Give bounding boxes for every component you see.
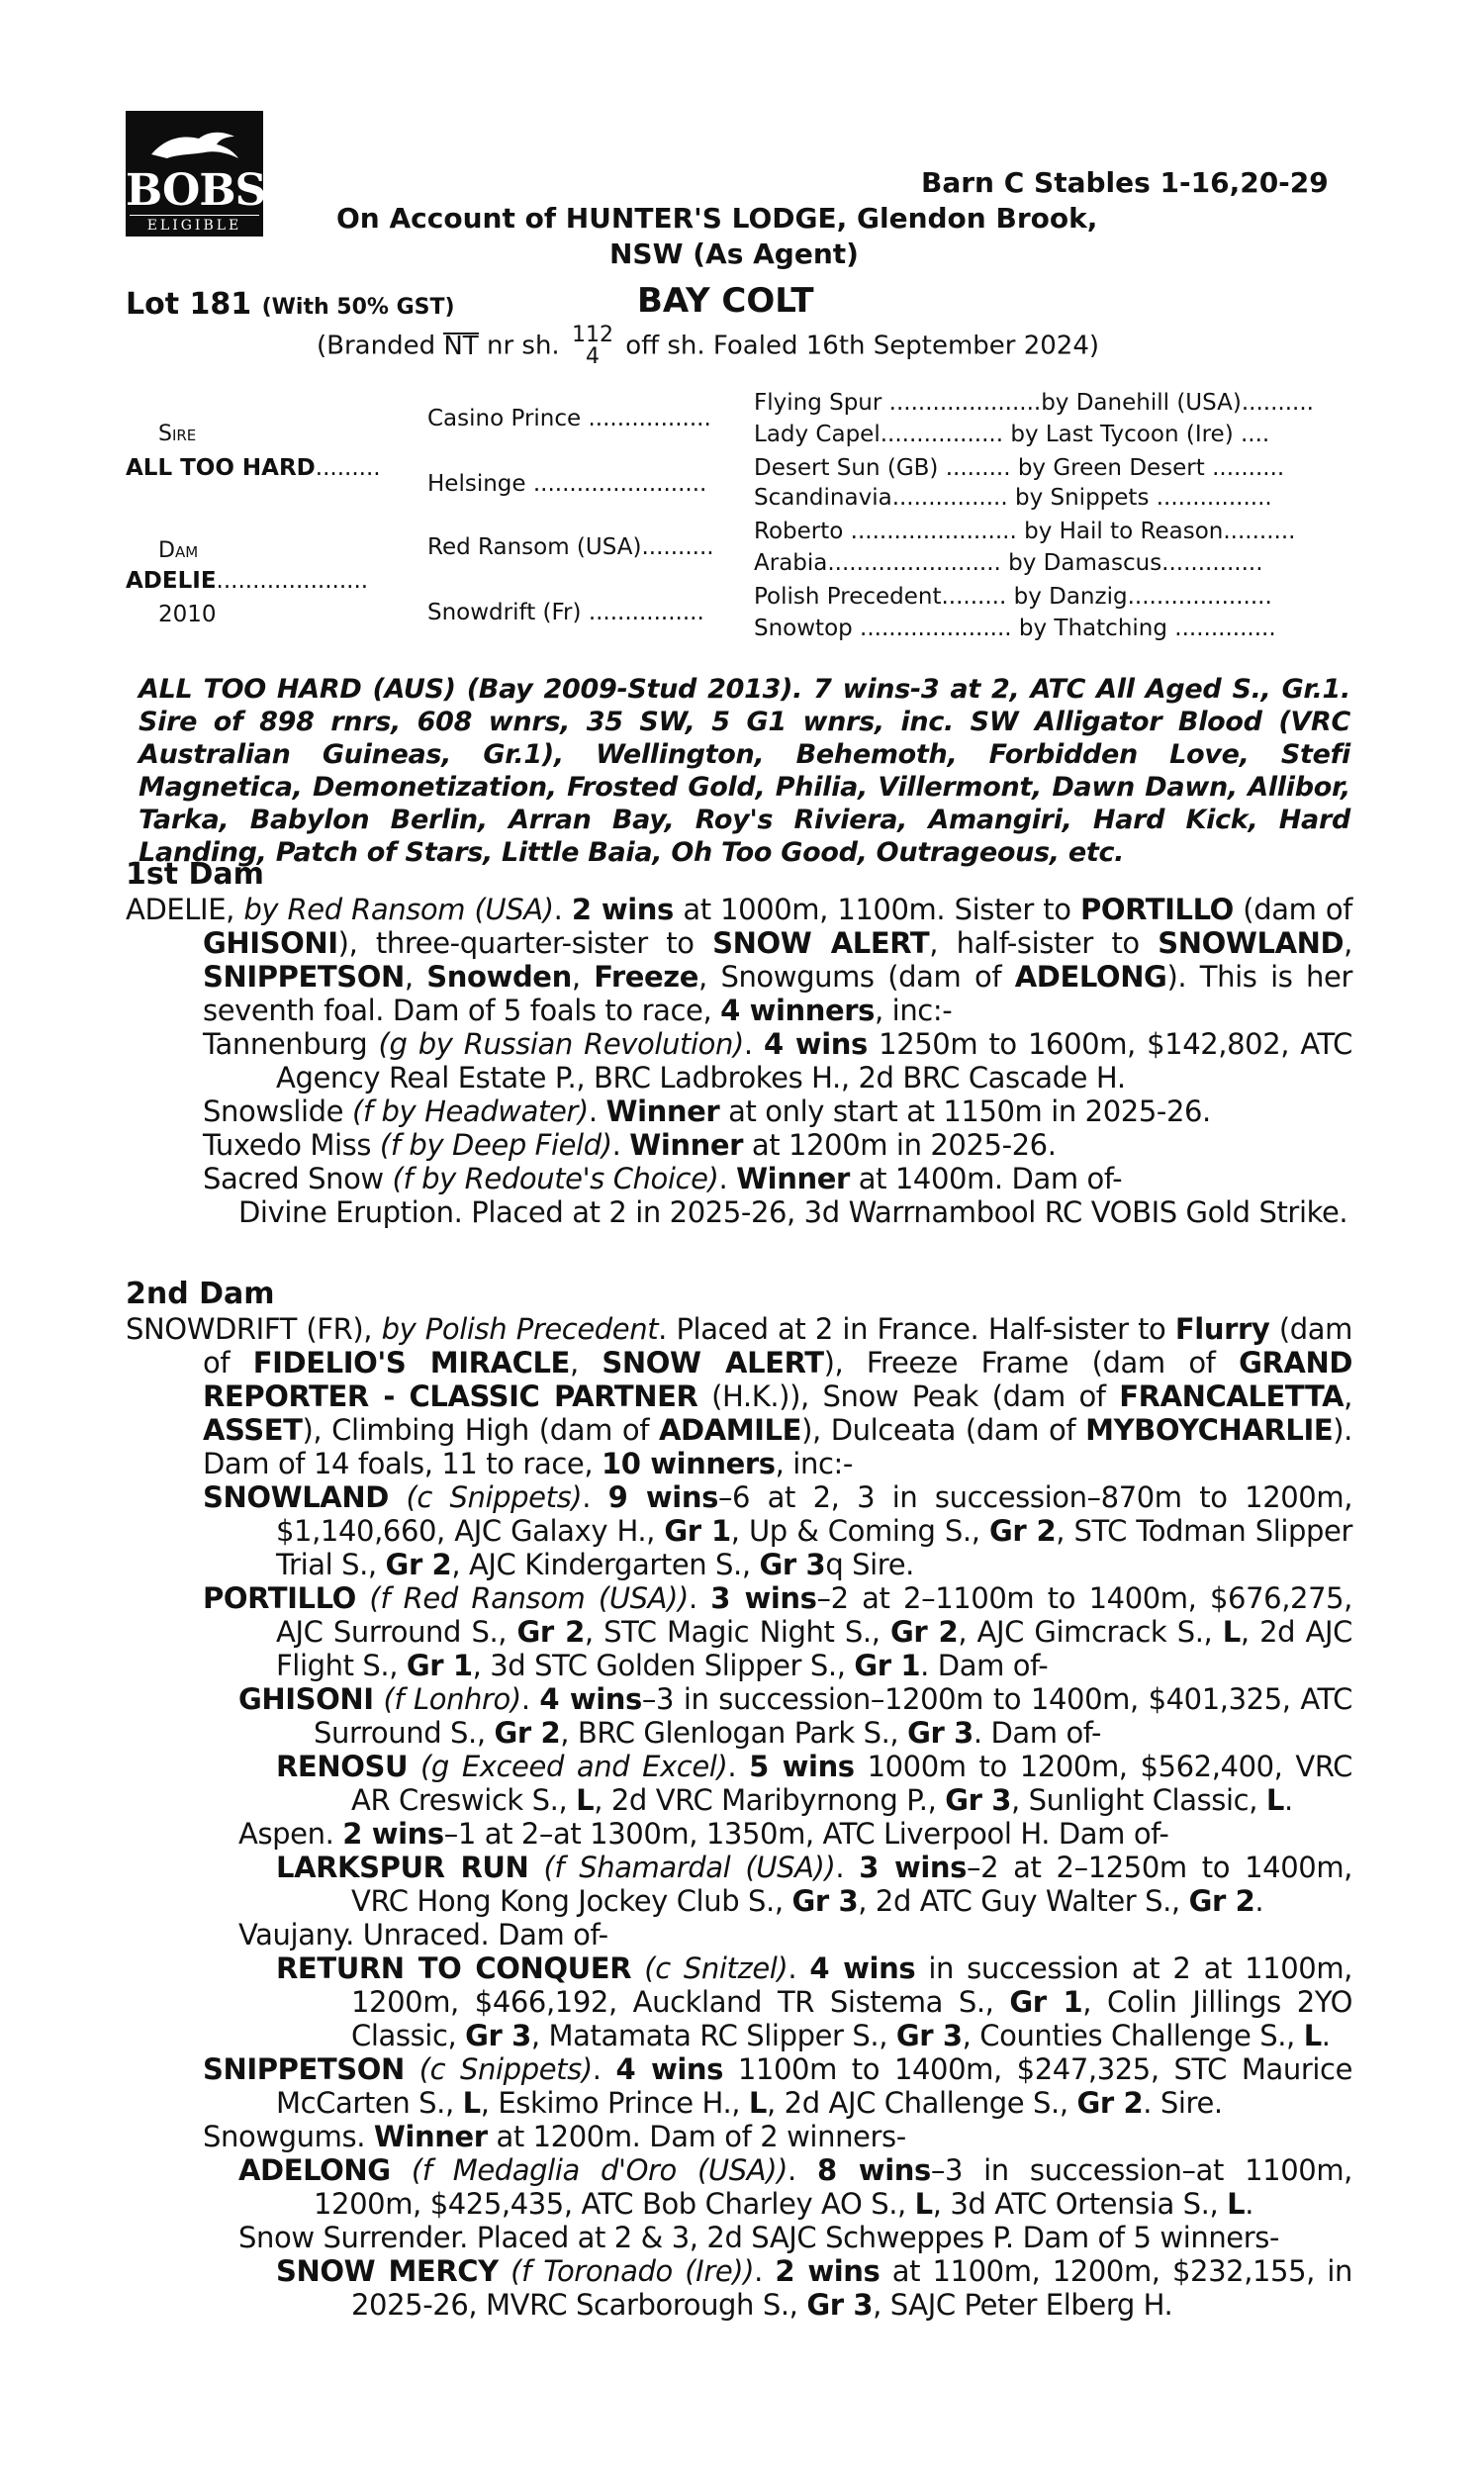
text-run: .	[727, 1750, 750, 1783]
brand-fraction	[572, 325, 613, 368]
dot-leader: ..........	[1241, 390, 1314, 416]
text-run: .	[611, 1128, 630, 1162]
dot-leader: .........	[938, 455, 1018, 481]
text-run: , 2d AJC Challenge S.,	[767, 2086, 1077, 2120]
ancestor-row	[754, 519, 1295, 544]
brand-prefix: (Branded	[317, 331, 444, 361]
dam-row	[126, 568, 368, 594]
progeny-entry	[126, 1918, 1352, 1951]
text-run: ,	[1344, 926, 1352, 960]
bold-text: RENOSU	[276, 1750, 409, 1783]
bold-text: 4 wins	[539, 1682, 642, 1716]
bold-text: Gr 3	[806, 2288, 874, 2322]
sire-summary: ALL TOO HARD (AUS) (Bay 2009-Stud 2013). 7 wins-3 at 2, ATC All Aged S., Gr.1. Sire of 898 rnrs, 608 wnrs, 35 SW, 5 G1 wnrs, inc. SW Alligator Blood (VRC Australian Guineas, Gr.1), Wellington, Behemoth, Forbidden Love, Stefi Magnetica, Demonetization, Frosted Gold, Philia, Villermont, Dawn Dawn, Allibor, Tarka, Babylon Berlin, Arran Bay, Roy's Riviera, Amangiri, Hard Kick, Hard Landing, Patch of Stars, Little Baia, Oh Too Good, Outrageous, etc.	[139, 674, 1350, 868]
brand-line	[317, 325, 1099, 368]
bold-text: FIDELIO'S MIRACLE	[252, 1346, 570, 1380]
dot-leader: ........................	[827, 550, 1009, 576]
text-run: Tuxedo Miss	[203, 1128, 380, 1162]
progeny-entry	[126, 2254, 1352, 2322]
bold-text: 4 winners	[720, 994, 876, 1027]
italic-text: by Red Ransom (USA)	[243, 893, 554, 926]
italic-text: (f Lonhro)	[373, 1682, 521, 1716]
bold-text: PORTILLO	[1080, 893, 1234, 926]
bold-text: SNOWLAND	[203, 1480, 389, 1514]
text-run: . Dam of-	[920, 1649, 1049, 1682]
logo-text: BOBS	[126, 165, 266, 216]
ancestor-name: Desert Sun (GB)	[754, 455, 939, 481]
brand-numerator: 112	[571, 323, 613, 347]
text-run: Tannenburg	[203, 1027, 379, 1061]
ancestor-row	[754, 616, 1276, 641]
text-run: , Matamata RC Slipper S.,	[530, 2019, 896, 2052]
bold-text: 3 wins	[859, 1851, 967, 1884]
ancestor-sire: by Green Desert	[1017, 455, 1205, 481]
progeny-entry	[126, 1480, 1352, 1581]
text-run: . Sire.	[1143, 2086, 1223, 2120]
text-run: .	[788, 1951, 810, 1985]
dot-leader: ................	[1149, 485, 1272, 511]
text-run: .	[1321, 2019, 1331, 2052]
progeny-entry	[126, 1162, 1352, 1195]
first-dam-body	[126, 893, 1352, 1229]
lot-number-text: Lot 181	[126, 287, 252, 322]
text-run: , inc:-	[875, 994, 953, 1027]
bold-text: ADELONG	[238, 2153, 391, 2187]
bold-text: ADELONG	[1014, 960, 1167, 994]
bold-text: Winner	[373, 2120, 488, 2153]
ancestor-row	[754, 550, 1263, 576]
text-run: . Dam of-	[973, 1716, 1102, 1750]
text-run: at 1000m, 1100m. Sister to	[673, 893, 1081, 926]
italic-text: (f by Headwater)	[351, 1094, 589, 1128]
text-run: , 3d STC Golden Slipper S.,	[472, 1649, 855, 1682]
progeny-entry	[126, 1851, 1352, 1918]
bold-text: Gr 2	[1076, 2086, 1144, 2120]
text-run: at 1400m. Dam of-	[849, 1162, 1123, 1195]
logo-subtext: ELIGIBLE	[130, 215, 259, 234]
text-run: (dam of	[1233, 893, 1352, 926]
bold-text: 4 wins	[763, 1027, 868, 1061]
bold-text: 3 wins	[710, 1581, 817, 1615]
bold-text: SNOW ALERT	[712, 926, 930, 960]
bold-text: Gr 1	[664, 1514, 731, 1548]
text-run: .	[582, 1480, 608, 1514]
grandsire-row	[427, 600, 704, 625]
text-run: –3 in succession–at 1100m, 1200m, $425,435, ATC Bob Charley AO S.,	[314, 2153, 1352, 2221]
bold-text: 4 wins	[809, 1951, 916, 1985]
bold-text: ASSET	[203, 1413, 303, 1447]
ancestor-name: Lady Capel	[754, 422, 881, 447]
text-run: at 1200m in 2025-26.	[743, 1128, 1057, 1162]
bold-text: Winner	[736, 1162, 850, 1195]
sire-row	[126, 455, 381, 481]
vendor-line-1: On Account of HUNTER'S LODGE, Glendon Brook,	[336, 202, 1098, 235]
text-run: , Colin Jillings 2YO Classic,	[351, 1985, 1352, 2052]
text-run: , BRC Glenlogan Park S.,	[560, 1716, 908, 1750]
text-run: .	[592, 2052, 616, 2086]
text-run: –2 at 2–1250m to 1400m, VRC Hong Kong Jockey Club S.,	[351, 1851, 1352, 1918]
brand-mid: nr sh.	[478, 331, 568, 361]
bold-text: LARKSPUR RUN	[276, 1851, 529, 1884]
bold-text: 10 winners	[601, 1447, 776, 1480]
bold-text: Winner	[629, 1128, 744, 1162]
first-dam-paragraph	[126, 893, 1352, 1027]
second-dam-body	[126, 1312, 1352, 2322]
dot-leader: ........................	[532, 471, 707, 497]
text-run: q Sire.	[825, 1548, 914, 1581]
progeny-entry	[126, 2221, 1352, 2254]
text-run: –6 at 2, 3 in succession–870m to 1200m, $1,140,660, AJC Galaxy H.,	[276, 1480, 1353, 1548]
ancestor-name: Snowtop	[754, 616, 853, 641]
text-run: .	[688, 1581, 711, 1615]
bold-text: MYBOYCHARLIE	[1085, 1413, 1334, 1447]
progeny-entry	[126, 1750, 1352, 1817]
grandsire-row	[427, 471, 706, 497]
text-run: –2 at 2–1100m to 1400m, $676,275, AJC Surround S.,	[276, 1581, 1352, 1649]
text-run: ADELIE,	[126, 893, 244, 926]
text-run: –1 at 2–at 1300m, 1350m, ATC Liverpool H. Dam of-	[443, 1817, 1169, 1851]
dot-leader: .......................	[843, 519, 1025, 544]
horse-logo-icon	[147, 125, 242, 164]
bold-text: L	[1303, 2019, 1322, 2052]
vendor-line-2: NSW (As Agent)	[609, 238, 859, 270]
grandsire-name: Red Ransom (USA)	[427, 534, 642, 560]
bold-text: Gr 1	[854, 1649, 921, 1682]
text-run: , Sunlight Classic,	[1011, 1783, 1266, 1817]
text-run: .	[1245, 2187, 1254, 2221]
text-run: 1000m to 1200m, $562,400, VRC AR Creswick S.,	[351, 1750, 1352, 1817]
dot-leader: .....................	[888, 390, 1042, 416]
bold-text: L	[462, 2086, 481, 2120]
italic-text: (g Exceed and Excel)	[408, 1750, 728, 1783]
text-run: ,	[404, 960, 427, 994]
sire-name: ALL TOO HARD	[126, 455, 316, 481]
ancestor-row	[754, 390, 1314, 416]
lot-description: BAY COLT	[637, 281, 814, 321]
dam-name: ADELIE	[126, 568, 217, 594]
bold-text: SNIPPETSON	[203, 2052, 405, 2086]
bold-text: L	[1222, 1615, 1241, 1649]
italic-text: (g by Russian Revolution)	[378, 1027, 744, 1061]
text-run: ). Dam of 14 foals, 11 to race,	[203, 1413, 1352, 1480]
text-run: ), Dulceata (dam of	[801, 1413, 1086, 1447]
dot-leader: ..............	[1166, 616, 1276, 641]
ancestor-sire: by Last Tycoon (Ire)	[1010, 422, 1234, 447]
dam-foal-year: 2010	[158, 602, 217, 627]
bold-text: SNOW MERCY	[276, 2254, 499, 2288]
grandsire-name: Snowdrift (Fr)	[427, 600, 582, 625]
italic-text: (f Medaglia d'Oro (USA))	[390, 2153, 788, 2187]
progeny-entry	[126, 1817, 1352, 1851]
text-run: ), Climbing High (dam of	[302, 1413, 659, 1447]
bold-text: Gr 3	[907, 1716, 974, 1750]
text-run: Snow Surrender. Placed at 2 & 3, 2d SAJC Schweppes P. Dam of 5 winners-	[238, 2221, 1280, 2254]
grandsire-name: Casino Prince	[427, 406, 582, 431]
bold-text: FRANCALETTA	[1119, 1380, 1345, 1413]
italic-text: (f Shamardal (USA))	[528, 1851, 836, 1884]
bold-text: SNIPPETSON	[203, 960, 405, 994]
bold-text: Snowden	[426, 960, 572, 994]
bobs-eligible-logo	[126, 111, 266, 237]
bold-text: Gr 2	[1188, 1884, 1255, 1918]
second-dam-paragraph	[126, 1312, 1352, 1480]
bold-text: Winner	[605, 1094, 720, 1128]
ancestor-row	[754, 422, 1269, 447]
text-run: , Eskimo Prince H.,	[480, 2086, 749, 2120]
dot-leader: ................	[891, 485, 1015, 511]
bold-text: SNOW ALERT	[602, 1346, 824, 1380]
ancestor-name: Polish Precedent	[754, 584, 942, 610]
text-run: at only start at 1150m in 2025-26.	[719, 1094, 1211, 1128]
text-run: .	[553, 893, 572, 926]
dot-leader: ..............	[1161, 550, 1263, 576]
bold-text: Gr 2	[494, 1716, 561, 1750]
text-run: , AJC Gimcrack S.,	[958, 1615, 1223, 1649]
ancestor-name: Roberto	[754, 519, 844, 544]
progeny-entry	[126, 2153, 1352, 2221]
progeny-entry	[126, 1195, 1352, 1229]
bold-text: 8 wins	[817, 2153, 931, 2187]
text-run: ,	[1344, 1380, 1352, 1413]
bold-text: GHISONI	[203, 926, 338, 960]
gst-note: (With 50% GST)	[261, 295, 455, 320]
ancestor-sire: by Snippets	[1014, 485, 1150, 511]
italic-text: (f by Deep Field)	[379, 1128, 612, 1162]
bold-text: Gr 3	[759, 1548, 826, 1581]
text-run: .	[754, 2254, 776, 2288]
bold-text: L	[1265, 1783, 1284, 1817]
sire-label: Sire	[158, 422, 197, 446]
bold-text: PORTILLO	[203, 1581, 356, 1615]
text-run: at 1100m, 1200m, $232,155, in 2025-26, MVRC Scarborough S.,	[351, 2254, 1352, 2322]
text-run: , STC Todman Slipper Trial S.,	[276, 1514, 1353, 1581]
dot-leader: .....................	[852, 616, 1019, 641]
text-run: .	[718, 1162, 737, 1195]
text-run: , Snowgums (dam of	[698, 960, 1015, 994]
italic-text: (f by Redoute's Choice)	[392, 1162, 719, 1195]
bold-text: 9 wins	[607, 1480, 718, 1514]
text-run: Sacred Snow	[203, 1162, 393, 1195]
text-run: (dam of	[203, 1312, 1353, 1380]
italic-text: (c Snippets)	[404, 2052, 593, 2086]
text-run: , Up & Coming S.,	[730, 1514, 989, 1548]
bold-text: 5 wins	[749, 1750, 855, 1783]
ancestor-sire: by Danehill (USA)	[1041, 390, 1242, 416]
bold-text: Flurry	[1174, 1312, 1270, 1346]
dot-leader: .................	[880, 422, 1011, 447]
text-run: –3 in succession–1200m to 1400m, $401,325, ATC Surround S.,	[314, 1682, 1353, 1750]
ancestor-sire: by Hail to Reason	[1024, 519, 1224, 544]
bold-text: Gr 3	[895, 2019, 963, 2052]
bold-text: ADAMILE	[658, 1413, 802, 1447]
italic-text: by Polish Precedent	[381, 1312, 659, 1346]
first-dam-heading: 1st Dam	[126, 857, 264, 892]
progeny-entry	[126, 2120, 1352, 2153]
ancestor-name: Flying Spur	[754, 390, 882, 416]
brand-mark: NT	[443, 331, 479, 361]
progeny-entry	[126, 1094, 1352, 1128]
ancestor-row	[754, 455, 1284, 481]
bold-text: Gr 2	[385, 1548, 452, 1581]
bold-text: Gr 2	[889, 1615, 959, 1649]
ancestor-name: Scandinavia	[754, 485, 892, 511]
bold-text: GRAND REPORTER - CLASSIC PARTNER	[203, 1346, 1352, 1413]
bold-text: L	[576, 1783, 595, 1817]
dot-leader: .................	[588, 406, 711, 431]
text-run: , 2d VRC Maribyrnong P.,	[594, 1783, 946, 1817]
text-run: in succession at 2 at 1100m, 1200m, $466,192, Auckland TR Sistema S.,	[351, 1951, 1353, 2019]
bold-text: 4 wins	[615, 2052, 723, 2086]
brand-suffix: off sh. Foaled 16th September 2024)	[616, 331, 1100, 361]
text-run: , inc:-	[775, 1447, 853, 1480]
text-run: ), three-quarter-sister to	[337, 926, 713, 960]
ancestor-sire: by Thatching	[1018, 616, 1167, 641]
dot-leader: ....................	[1127, 584, 1272, 610]
dot-leader: ................	[588, 600, 704, 625]
bold-text: 2 wins	[775, 2254, 881, 2288]
text-run: .	[520, 1682, 540, 1716]
text-run: at 1200m. Dam of 2 winners-	[487, 2120, 906, 2153]
bold-text: RETURN TO CONQUER	[276, 1951, 632, 1985]
bold-text: Gr 3	[791, 1884, 859, 1918]
progeny-entry	[126, 2052, 1352, 2120]
text-run: .	[1283, 1783, 1293, 1817]
brand-denominator: 4	[585, 344, 600, 369]
text-run: .	[743, 1027, 764, 1061]
bold-text: 2 wins	[571, 893, 674, 926]
dot-leader: .........	[315, 455, 381, 481]
bold-text: 2 wins	[342, 1817, 444, 1851]
italic-text: (f Red Ransom (USA))	[355, 1581, 689, 1615]
bold-text: Gr 2	[988, 1514, 1057, 1548]
text-run: .	[788, 2153, 817, 2187]
progeny-entry	[126, 1682, 1352, 1750]
ancestor-row	[754, 485, 1272, 511]
ancestor-sire: by Danzig	[1013, 584, 1128, 610]
grandsire-row	[427, 406, 711, 431]
ancestor-row	[754, 584, 1272, 610]
text-run: , STC Magic Night S.,	[584, 1615, 890, 1649]
bold-text: Gr 1	[1009, 1985, 1083, 2019]
text-run: .	[1254, 1884, 1264, 1918]
bold-text: GHISONI	[238, 1682, 374, 1716]
text-run: Divine Eruption. Placed at 2 in 2025-26, 3d Warrnambool RC VOBIS Gold Strike.	[238, 1195, 1348, 1229]
bold-text: Gr 3	[465, 2019, 531, 2052]
bold-text: Freeze	[594, 960, 699, 994]
ancestor-name: Arabia	[754, 550, 828, 576]
dot-leader: ..........	[1204, 455, 1285, 481]
progeny-entry	[126, 1128, 1352, 1162]
dot-leader: ..........	[641, 534, 714, 560]
dot-leader: .....................	[216, 568, 369, 594]
text-run: , Counties Challenge S.,	[962, 2019, 1304, 2052]
text-run: , 2d ATC Guy Walter S.,	[858, 1884, 1189, 1918]
second-dam-heading: 2nd Dam	[126, 1277, 275, 1311]
text-run: 1100m to 1400m, $247,325, STC Maurice McCarten S.,	[276, 2052, 1353, 2120]
lot-number	[126, 287, 455, 322]
text-run: Snowgums.	[203, 2120, 374, 2153]
italic-text: (c Snitzel)	[631, 1951, 788, 1985]
text-run: .	[835, 1851, 860, 1884]
bold-text: Gr 2	[516, 1615, 585, 1649]
dam-label: Dam	[158, 538, 199, 563]
ancestor-sire: by Damascus	[1008, 550, 1162, 576]
dot-leader: ....	[1233, 422, 1270, 447]
progeny-entry	[126, 1951, 1352, 2052]
text-run: ). This is her seventh foal. Dam of 5 foals to race,	[203, 960, 1352, 1027]
bold-text: L	[748, 2086, 768, 2120]
text-run: , SAJC Peter Elberg H.	[873, 2288, 1173, 2322]
italic-text: (f Toronado (Ire))	[498, 2254, 755, 2288]
progeny-entry	[126, 1581, 1352, 1682]
text-run: , half-sister to	[929, 926, 1159, 960]
barn-location: Barn C Stables 1-16,20-29	[921, 166, 1329, 199]
text-run: .	[588, 1094, 606, 1128]
bold-text: SNOWLAND	[1158, 926, 1345, 960]
bold-text: L	[1227, 2187, 1246, 2221]
grandsire-name: Helsinge	[427, 471, 526, 497]
text-run: Vaujany. Unraced. Dam of-	[238, 1918, 608, 1951]
text-run: 1250m to 1600m, $142,802, ATC Agency Real Estate P., BRC Ladbrokes H., 2d BRC Cascade H.	[276, 1027, 1352, 1094]
text-run: SNOWDRIFT (FR),	[126, 1312, 382, 1346]
text-run: ,	[571, 960, 595, 994]
text-run: (H.K.)), Snow Peak (dam of	[697, 1380, 1120, 1413]
bold-text: L	[914, 2187, 933, 2221]
text-run: ,	[569, 1346, 603, 1380]
dot-leader: .........	[941, 584, 1014, 610]
text-run: . Placed at 2 in France. Half-sister to	[658, 1312, 1175, 1346]
text-run: Snowslide	[203, 1094, 352, 1128]
text-run: Aspen.	[238, 1817, 343, 1851]
bold-text: Gr 1	[406, 1649, 473, 1682]
text-run: , 2d AJC Flight S.,	[276, 1615, 1352, 1682]
progeny-entry	[126, 1027, 1352, 1094]
italic-text: (c Snippets)	[388, 1480, 583, 1514]
dot-leader: ..........	[1223, 519, 1296, 544]
text-run: , 3d ATC Ortensia S.,	[932, 2187, 1228, 2221]
grandsire-row	[427, 534, 714, 560]
text-run: , AJC Kindergarten S.,	[451, 1548, 760, 1581]
text-run: ), Freeze Frame (dam of	[823, 1346, 1240, 1380]
bold-text: Gr 3	[945, 1783, 1012, 1817]
